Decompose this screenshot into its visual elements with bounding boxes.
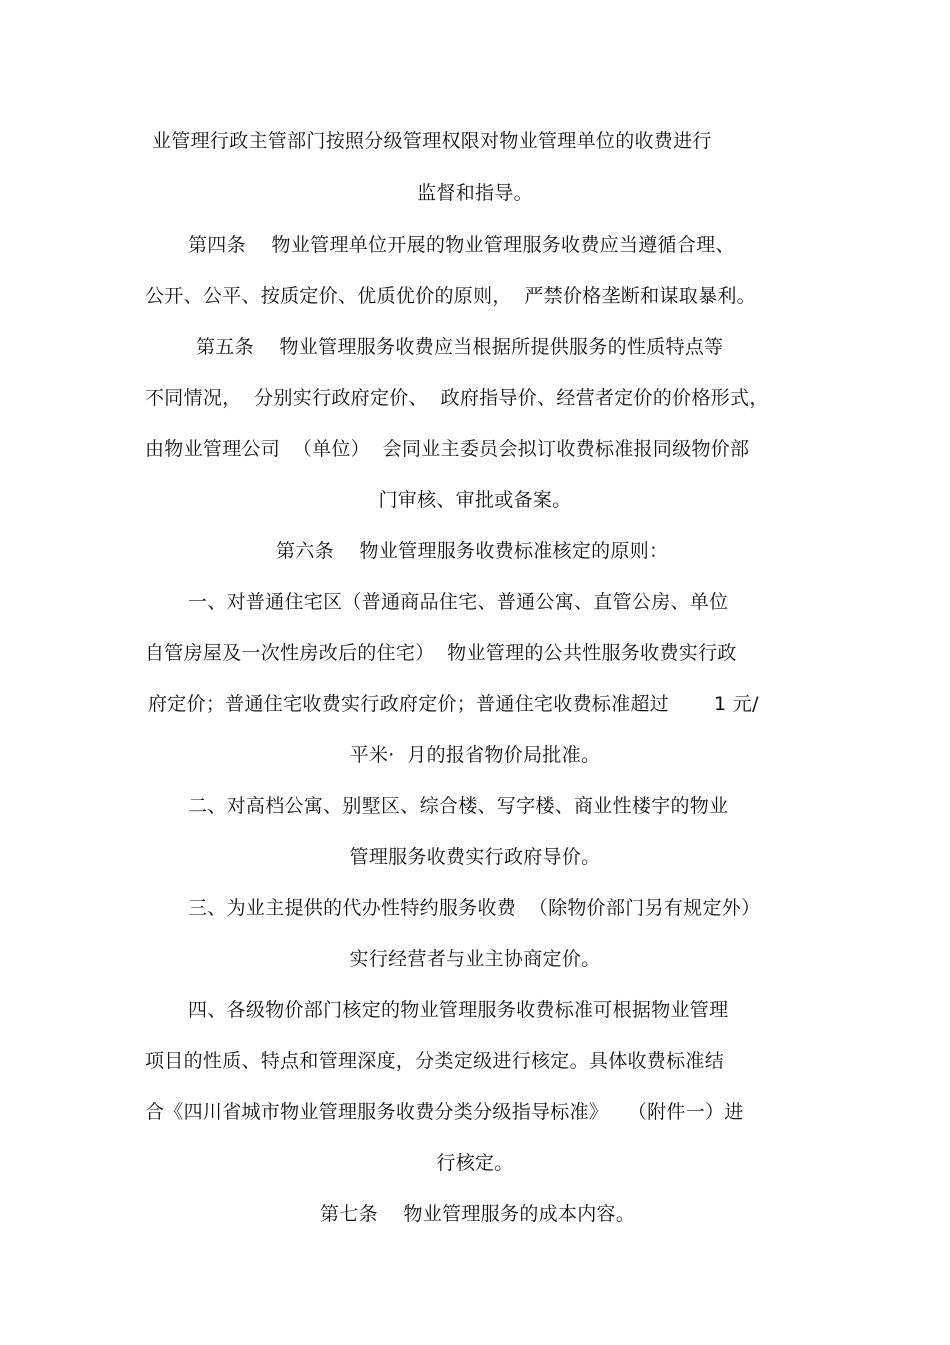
article-7-heading: 第七条 物业管理服务的成本内容。 [320,1203,636,1225]
text-line: 管理服务收费实行政府导价。 [349,846,601,868]
text-line: 合《四川省城市物业管理服务收费分类分级指导标准》 （附件一）进 [145,1101,744,1123]
text-line: 二、对高档公寓、别墅区、综合楼、写字楼、商业性楼宇的物业 [188,795,729,817]
text-line: 项目的性质、特点和管理深度，分类定级进行核定。具体收费标准结 [145,1050,725,1072]
text-line: 门审核、审批或备案。 [378,489,572,511]
text-line: 监督和指导。 [417,182,533,204]
text-line: 由物业管理公司 （单位） 会同业主委员会拟订收费标准报同级物价部 [145,438,750,460]
text-line: 行核定。 [436,1152,514,1174]
article-6-heading: 第六条 物业管理服务收费标准核定的原则： [276,540,669,562]
text-line: 公开、公平、按质定价、优质优价的原则， 严禁价格垄断和谋取暴利。 [145,285,756,307]
text-line: 四、各级物价部门核定的物业管理服务收费标准可根据物业管理 [188,999,729,1021]
text-line: 平米· 月的报省物价局批准。 [349,744,601,766]
text-line: 实行经营者与业主协商定价。 [349,948,601,970]
article-5-heading: 第五条 物业管理服务收费应当根据所提供服务的性质特点等 [196,336,724,358]
text-line: 府定价；普通住宅收费实行政府定价；普通住宅收费标准超过 1 元/ [148,693,759,715]
text-line: 三、为业主提供的代办性特约服务收费 （除物价部门另有规定外） [188,897,761,919]
text-line: 自管房屋及一次性房改后的住宅） 物业管理的公共性服务收费实行政 [145,642,737,664]
text-line: 业管理行政主管部门按照分级管理权限对物业管理单位的收费进行 [152,130,712,152]
article-4-heading: 第四条 物业管理单位开展的物业管理服务收费应当遵循合理、 [188,234,735,256]
text-line: 不同情况， 分别实行政府定价、 政府指导价、经营者定价的价格形式， [145,387,769,409]
text-line: 一、对普通住宅区（普通商品住宅、普通公寓、直管公房、单位 [188,591,729,613]
